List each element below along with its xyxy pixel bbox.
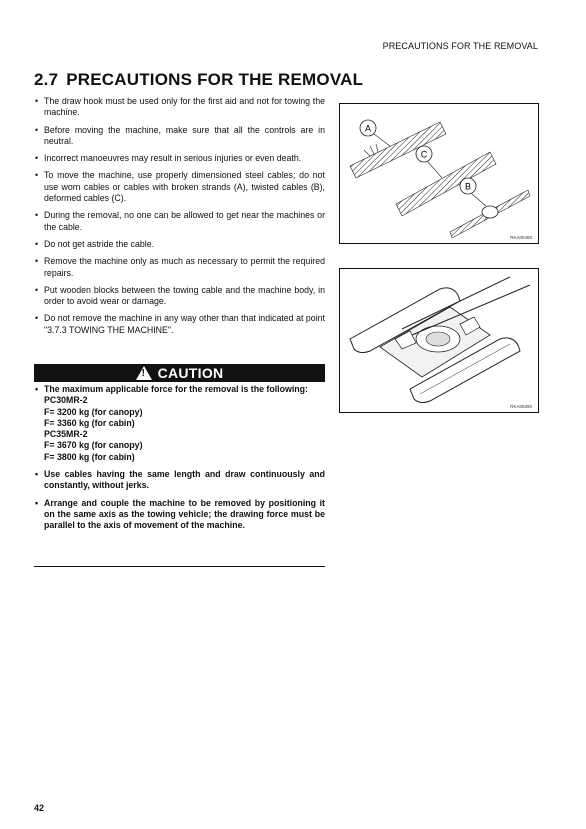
- list-item: • To move the machine, use properly dimensioned steel cables; do not use worn cables or cables with broken strands (A), twisted cables (B), deformed cables (C).: [34, 170, 325, 204]
- page-number: 42: [34, 803, 45, 813]
- force-value: F= 3800 kg (for cabin): [44, 451, 135, 462]
- section-number: 2.7: [34, 70, 59, 89]
- list-item: • Remove the machine only as much as necessary to permit the required repairs.: [34, 256, 325, 279]
- figure-code: RKA05390: [510, 404, 532, 409]
- caution-list: [34, 384, 325, 538]
- list-item: • Do not get astride the cable.: [34, 239, 325, 250]
- caution-item: [34, 384, 325, 463]
- force-value: F= 3200 kg (for canopy): [44, 406, 143, 417]
- caution-item: • Arrange and couple the machine to be removed by positioning it on the same axis as the towing vehicle; the drawing force must be parallel to the axis of movement of the machine.: [34, 498, 325, 532]
- callout-a-label: A: [364, 123, 372, 134]
- figure-code: RKA05380: [510, 235, 532, 240]
- list-item: • Before moving the machine, make sure that all the controls are in neutral.: [34, 125, 325, 148]
- caution-banner: [34, 364, 325, 382]
- cable-damage-illustration: [340, 104, 538, 243]
- list-item: • The draw hook must be used only for the first aid and not for towing the machine.: [34, 96, 325, 119]
- force-value: F= 3360 kg (for cabin): [44, 417, 135, 428]
- caution-label: CAUTION: [157, 365, 224, 381]
- running-header: PRECAUTIONS FOR THE REMOVAL: [382, 41, 538, 51]
- caution-line: • The maximum applicable force for the removal is the following:: [44, 384, 308, 394]
- section-divider: [34, 566, 325, 567]
- list-item: • Do not remove the machine in any way other than that indicated at point "3.7.3 TOWING THE MACHINE".: [34, 313, 325, 336]
- section-title: PRECAUTIONS FOR THE REMOVAL: [66, 70, 364, 89]
- caution-item: • Use cables having the same length and draw continuously and constantly, without jerks.: [34, 469, 325, 492]
- model-name: PC35MR-2: [44, 429, 88, 440]
- force-value: F= 3670 kg (for canopy): [44, 440, 143, 451]
- page-title: [34, 70, 363, 90]
- list-item: • During the removal, no one can be allowed to get near the machines or the cable.: [34, 210, 325, 233]
- excavator-towing-illustration: [340, 269, 538, 412]
- cable-damage-figure: [339, 103, 539, 244]
- list-item: • Incorrect manoeuvres may result in serious injuries or even death.: [34, 153, 325, 164]
- model-name: PC30MR-2: [44, 395, 88, 406]
- precautions-list: [34, 96, 325, 342]
- callout-b-label: B: [464, 181, 472, 192]
- callout-c-label: C: [420, 149, 428, 160]
- warning-triangle-icon: [136, 366, 152, 380]
- towing-figure: [339, 268, 539, 413]
- list-item: • Put wooden blocks between the towing cable and the machine body, in order to avoid wear or damage.: [34, 285, 325, 308]
